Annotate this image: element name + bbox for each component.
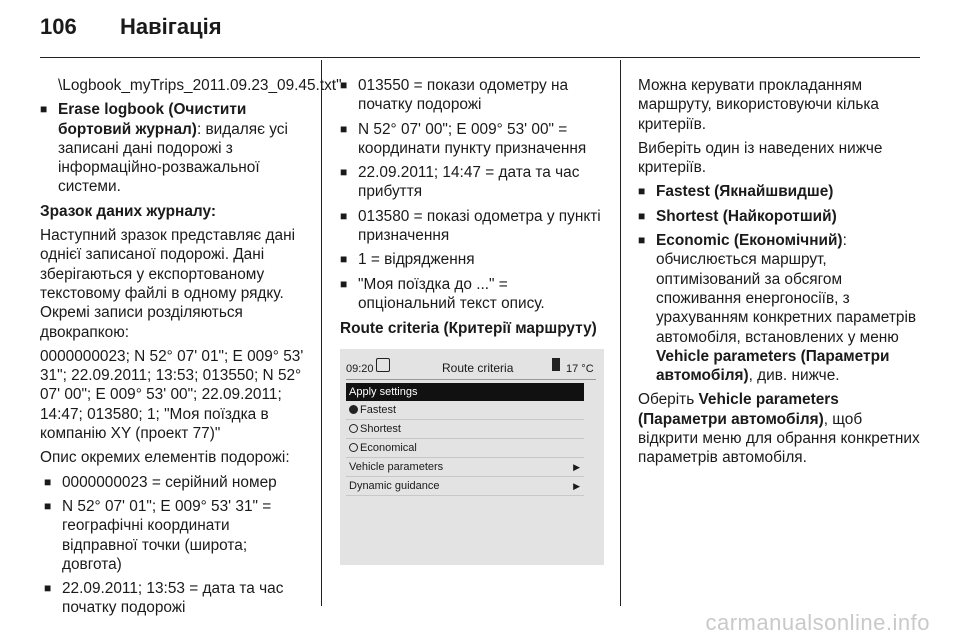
list-item: ■ N 52° 07' 00"; E 009° 53' 00" = координати пункту призначення: [340, 120, 608, 159]
erase-item: [40, 100, 308, 196]
list-item: ■ 013550 = покази одометру на початку подорожі: [340, 76, 608, 115]
menu-fastest: [346, 401, 584, 420]
chevron-right-icon: ▶: [573, 461, 580, 472]
clock-icon: [376, 358, 390, 372]
route-criteria-screenshot: [340, 349, 604, 565]
menu-label: Apply settings: [349, 385, 418, 398]
elements-desc: Опис окремих елементів подорожі:: [40, 449, 290, 467]
elements-list: [44, 473, 308, 618]
radio-icon: [349, 443, 358, 452]
sample-desc: Наступний зразок представляє дані однієї записаної подорожі. Дані зберігаються у експортованому текстовому файлі в одному рядку. Окремі записи розділяються двокрапкою:: [40, 227, 295, 341]
choose-paragraph: Виберіть один із наведених нижче критеріїв.: [638, 139, 883, 177]
header-rule: [40, 57, 920, 58]
column-2: [340, 76, 608, 565]
sample-heading: Зразок даних журналу:: [40, 202, 216, 220]
erase-list: [40, 100, 308, 196]
page-number: 106: [40, 14, 77, 39]
menu-apply-settings: [346, 383, 584, 401]
list-item: ■ 22.09.2011; 13:53 = дата та час початку подорожі: [44, 579, 308, 618]
screen-time: 09:20: [346, 362, 374, 375]
economic-text: : обчислюється маршрут, оптимізований за обсягом споживання енергоносіїв, з урахуванням конкретних параметрів автомобіля, встановлених у меню: [656, 232, 917, 346]
menu-label: Shortest: [360, 422, 401, 435]
menu-shortest: [346, 420, 584, 439]
column-1: [40, 76, 342, 623]
list-item: ■ 22.09.2011; 14:47 = дата та час прибуття: [340, 163, 608, 202]
vehicle-end: , щоб відкрити меню для обрання конкретних параметрів автомобіля.: [638, 410, 920, 467]
menu-label: Economical: [360, 441, 417, 454]
criteria-shortest: ■ Shortest (Найкоротший): [638, 207, 920, 226]
watermark: carmanualsonline.info: [705, 610, 930, 635]
menu-dynamic-guidance: [346, 477, 584, 496]
erase-text: : видаляє усі записані дані подорожі з інформаційно-розважальної системи.: [58, 120, 288, 196]
list-item: ■ 013580 = показі одометра у пункті призначення: [340, 207, 608, 246]
criteria-fastest: ■ Fastest (Якнайшвидше): [638, 182, 920, 201]
radio-icon: [349, 424, 358, 433]
elements-list-cont: [340, 76, 608, 313]
file-path-continued: \Logbook_myTrips_2011.09.23_09.45.txt": [58, 77, 342, 94]
chevron-right-icon: ▶: [573, 480, 580, 491]
menu-label: Dynamic guidance: [349, 479, 440, 492]
sample-line: 0000000023; N 52° 07' 01"; E 009° 53' 31"; 22.09.2011; 13:53; 013550; N 52° 07' 00"; E 009° 53' 00"; 22.09.2011; 14:47; 013580; 1; "Моя поїздка в компанію XY (проект 77)": [40, 347, 304, 443]
column-divider-2: [620, 60, 621, 606]
screen-status-bar: [346, 355, 596, 377]
fuel-icon: [552, 358, 560, 371]
column-divider-1: [321, 60, 322, 606]
list-item: ■ "Моя поїздка до ..." = опціональний текст опису.: [340, 275, 608, 314]
menu-vehicle-parameters: [346, 458, 584, 477]
criteria-economic: [638, 231, 920, 385]
page-header: [40, 14, 222, 40]
list-item: ■ N 52° 07' 01"; E 009° 53' 31" = географічні координати відправної точки (широта; довгота): [44, 497, 308, 574]
column-3: [638, 76, 920, 473]
screen-title: Route criteria: [442, 360, 514, 375]
vehicle-paragraph: [638, 390, 920, 467]
page-title: Навігація: [120, 14, 222, 39]
economic-label: Economic (Економічний): [656, 232, 843, 250]
menu-label: Vehicle parameters: [349, 460, 444, 473]
vehicle-start: Оберіть: [638, 391, 699, 409]
economic-end: , див. нижче.: [748, 367, 840, 385]
erase-label: Erase logbook (Очистити бортовий журнал): [58, 101, 247, 138]
screen-divider: [346, 379, 596, 380]
vehicle-params-ref: Vehicle parameters (Параметри автомобіля): [656, 347, 890, 385]
screen-menu: [346, 383, 584, 496]
vehicle-params-label: Vehicle parameters (Параметри автомобіля): [638, 391, 839, 428]
screen-temp: 17 °C: [566, 362, 594, 375]
criteria-list: [638, 182, 920, 385]
list-item: ■ 0000000023 = серійний номер: [44, 473, 308, 492]
intro-paragraph: Можна керувати прокладанням маршруту, використовуючи кілька критеріїв.: [638, 77, 879, 133]
route-criteria-heading: Route criteria (Критерії маршруту): [340, 320, 597, 338]
menu-label: Fastest: [360, 403, 397, 416]
list-item: ■ 1 = відрядження: [340, 250, 608, 269]
menu-economical: [346, 439, 584, 458]
radio-selected-icon: [349, 405, 358, 414]
